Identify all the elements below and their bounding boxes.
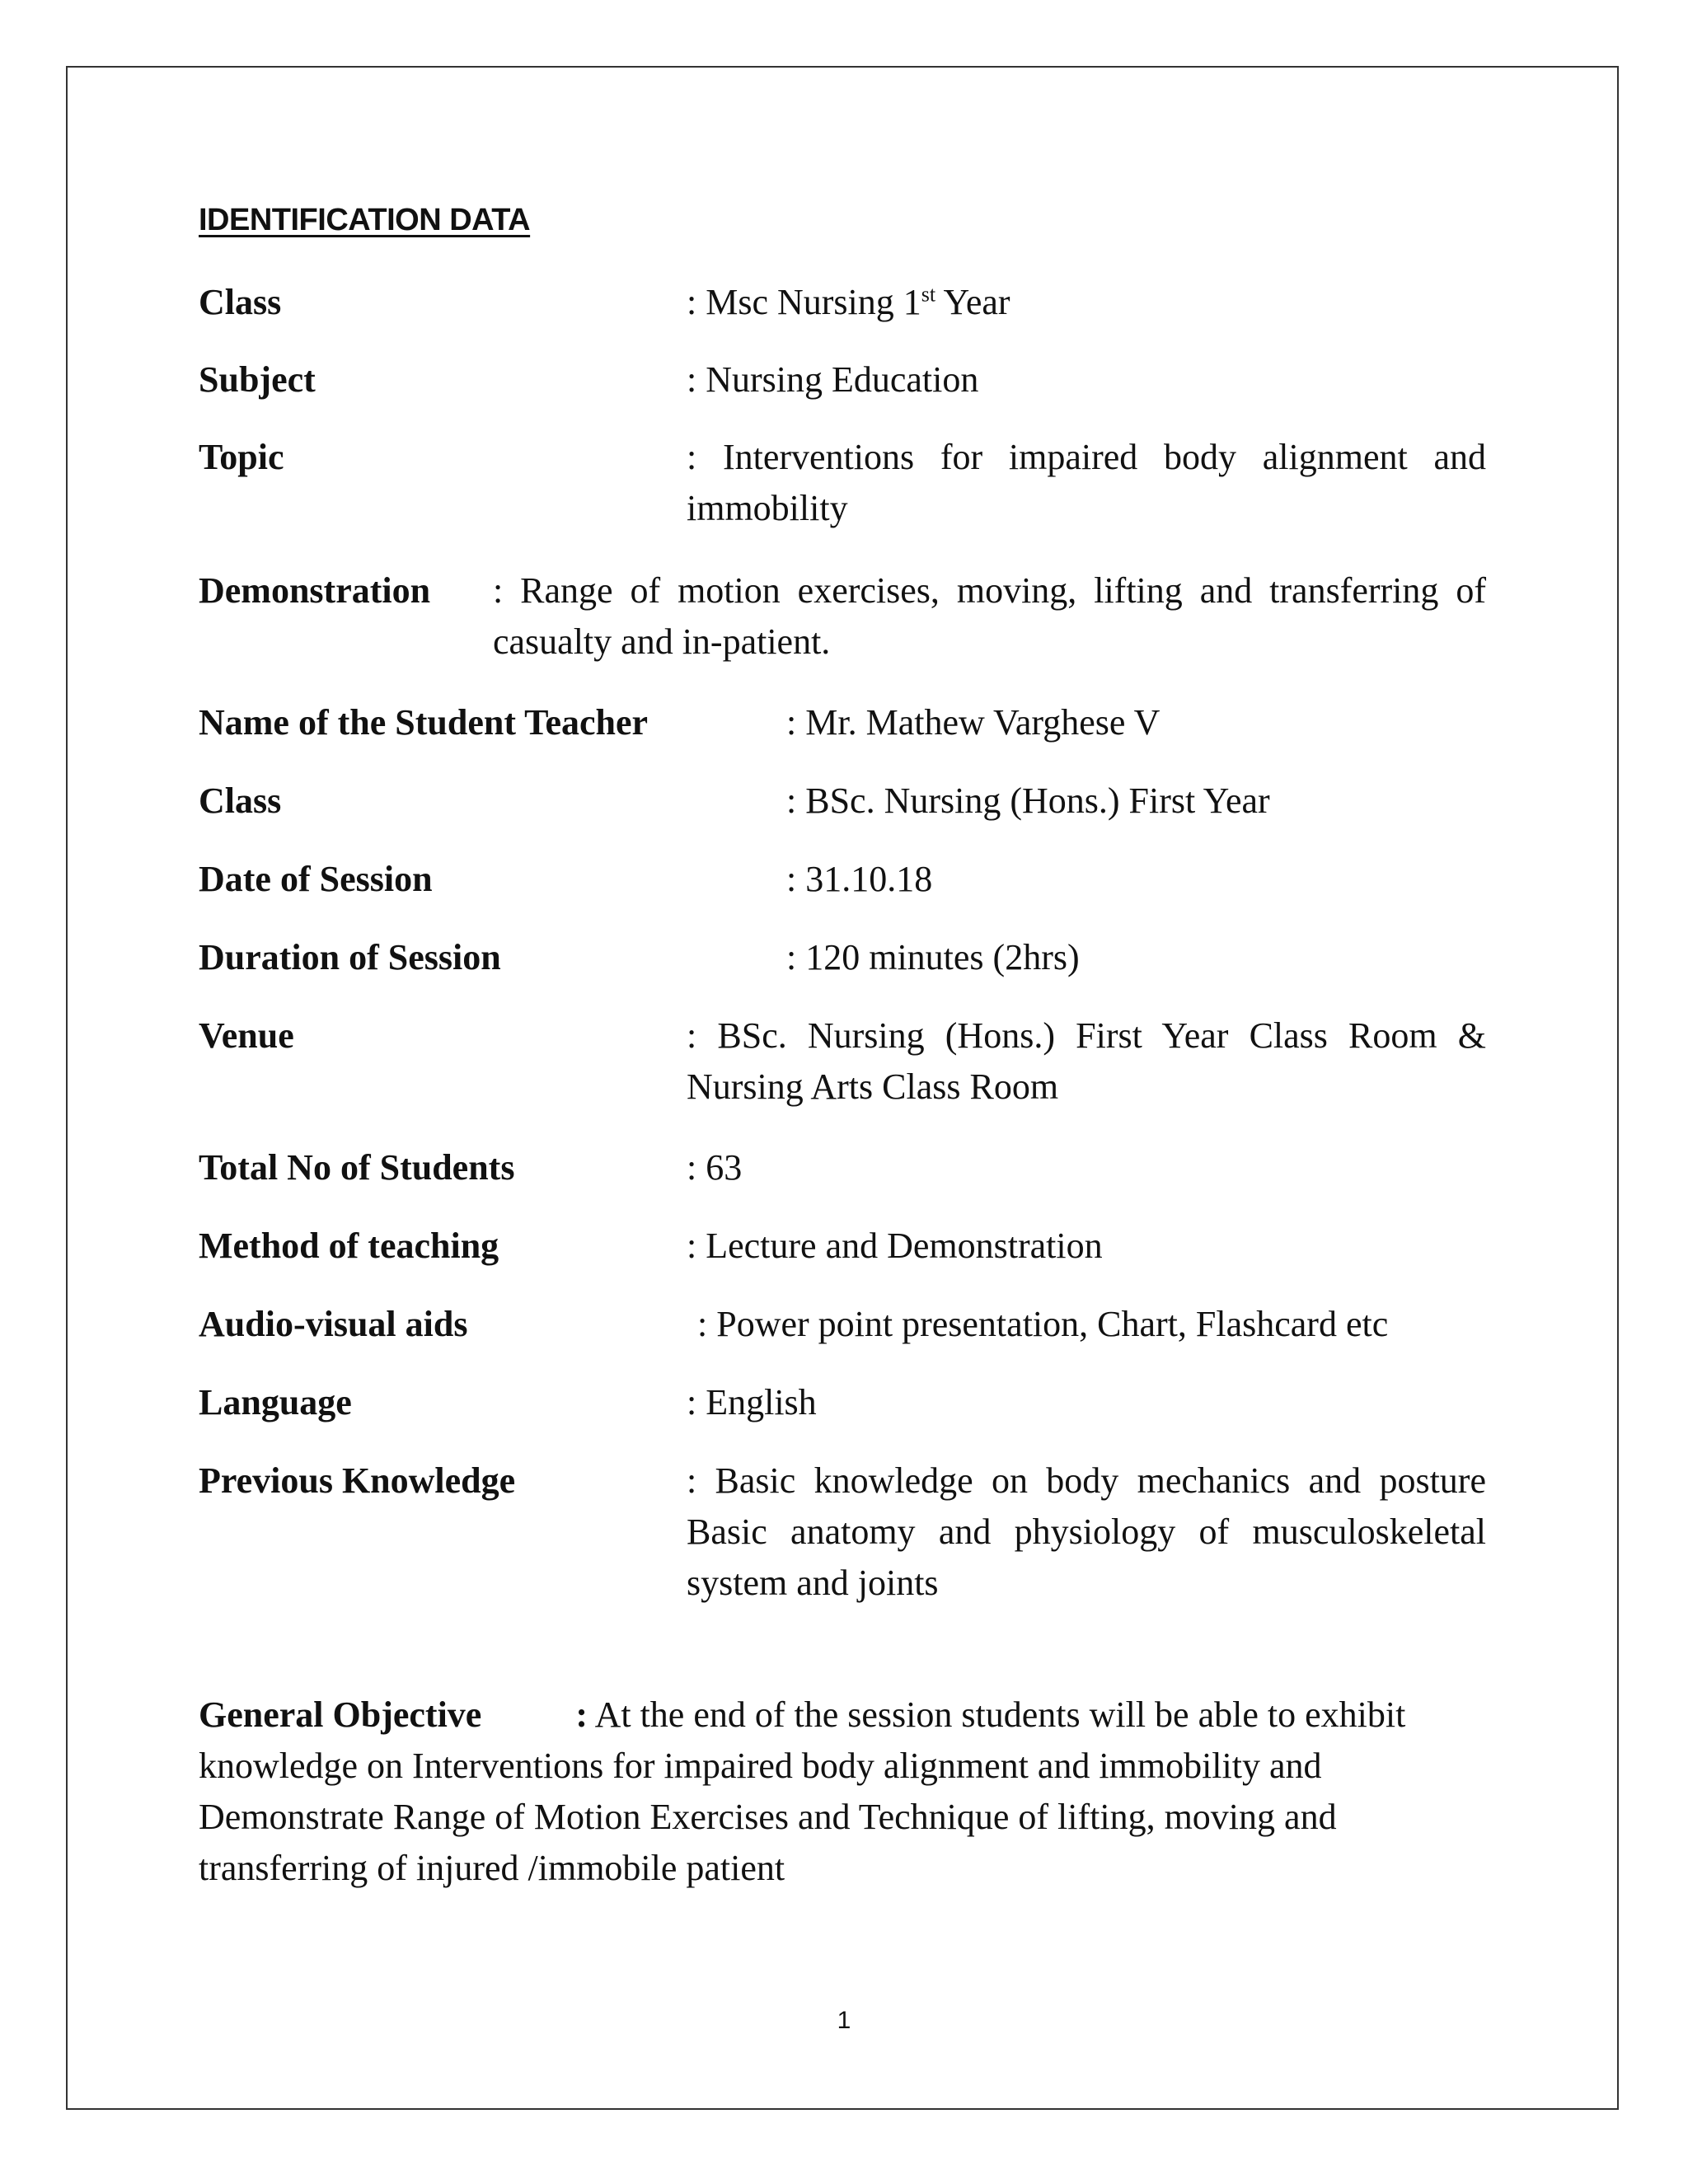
field-value: : Mr. Mathew Varghese V (786, 702, 1160, 743)
field-value: : Nursing Education (687, 359, 979, 400)
field-label: Class (199, 282, 282, 322)
field-label: Venue (199, 1015, 294, 1056)
field-label: Topic (199, 437, 284, 477)
field-label: Method of teaching (199, 1226, 499, 1266)
objective-text-line: transferring of injured /immobile patient (199, 1848, 785, 1888)
field-label: Audio-visual aids (199, 1304, 468, 1344)
general-objective (199, 1690, 1493, 1894)
objective-text-line: At the end of the session students will be able to exhibit (594, 1694, 1406, 1735)
objective-text-line: knowledge on Interventions for impaired body alignment and immobility and (199, 1746, 1322, 1786)
field-value: : Lecture and Demonstration (687, 1226, 1103, 1266)
field-label: Previous Knowledge (199, 1460, 516, 1501)
field-label: Date of Session (199, 859, 433, 899)
field-label: Class (199, 780, 282, 821)
objective-colon: : (575, 1694, 588, 1735)
field-value: : Interventions for impaired body alignment and immobility (687, 437, 1486, 528)
field-value: : 63 (687, 1147, 743, 1188)
page-number: 1 (837, 2007, 851, 2034)
field-value: : BSc. Nursing (Hons.) First Year (786, 780, 1270, 821)
field-label: Name of the Student Teacher (199, 702, 649, 743)
field-label: Demonstration (199, 570, 431, 611)
field-value: : 31.10.18 (786, 859, 933, 899)
field-label: Language (199, 1382, 352, 1422)
field-value: : Basic knowledge on body mechanics and posture Basic anatomy and physiology of musculoskeletal system and joints (687, 1460, 1486, 1603)
section-heading: IDENTIFICATION DATA (199, 203, 531, 237)
field-value: : Msc Nursing 1st Year (687, 282, 1010, 322)
objective-label: General Objective (199, 1694, 482, 1735)
field-label: Subject (199, 359, 316, 400)
field-value: : Power point presentation, Chart, Flashcard etc (697, 1304, 1389, 1344)
field-value: : English (687, 1382, 817, 1422)
field-value: : BSc. Nursing (Hons.) First Year Class Room & Nursing Arts Class Room (687, 1015, 1486, 1107)
field-label: Total No of Students (199, 1147, 515, 1188)
field-label: Duration of Session (199, 937, 501, 977)
field-value: : Range of motion exercises, moving, lifting and transferring of casualty and in-patient. (493, 570, 1486, 662)
field-value: : 120 minutes (2hrs) (786, 937, 1080, 977)
objective-text-line: Demonstrate Range of Motion Exercises and Technique of lifting, moving and (199, 1797, 1337, 1837)
